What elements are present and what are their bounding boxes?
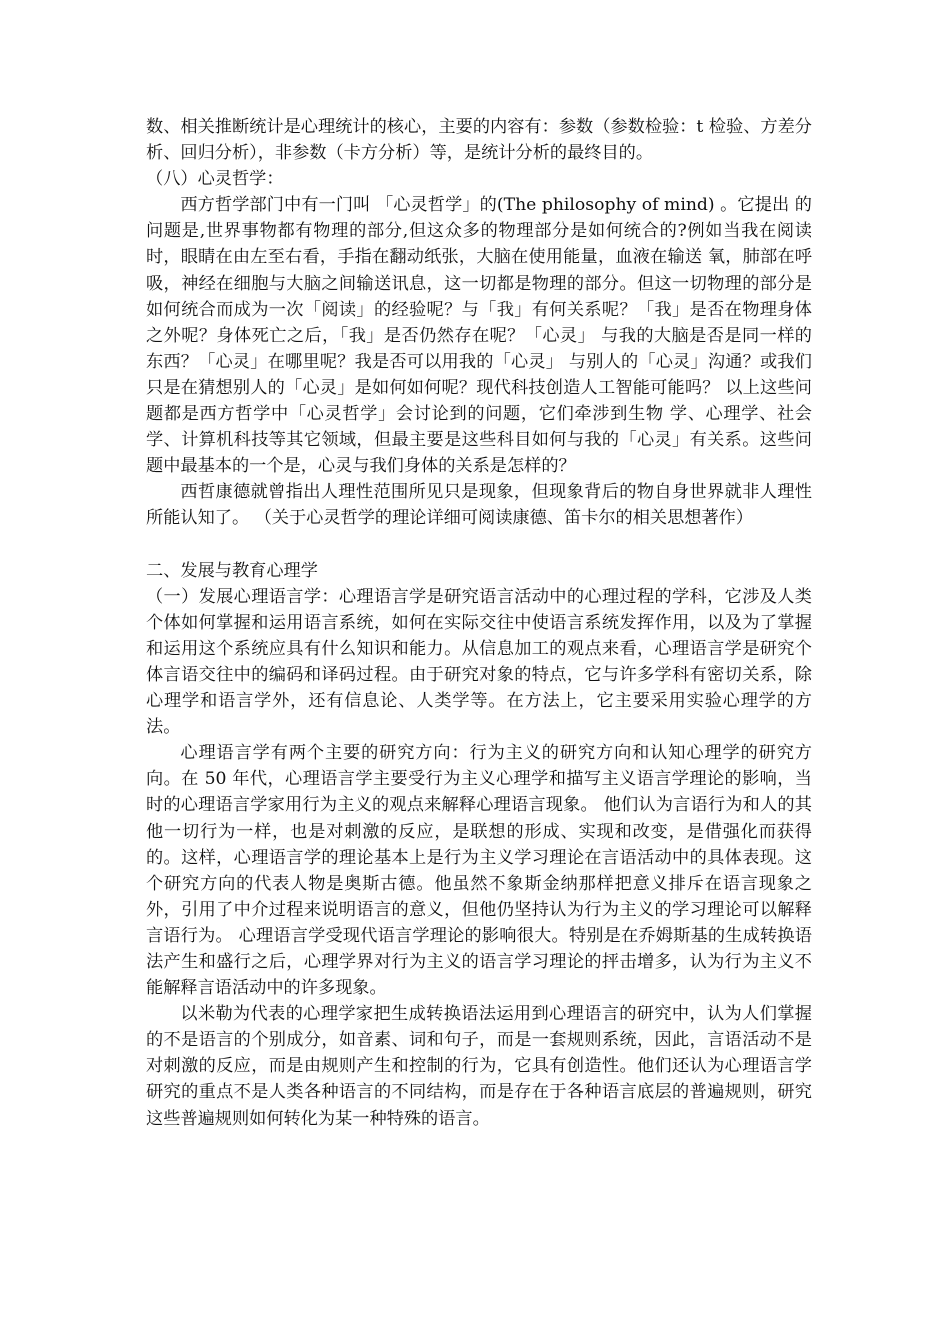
paragraph-statistics-continued: 数、相关推断统计是心理统计的核心，主要的内容有：参数（参数检验：t 检验、方差分析、回归分析），非参数（卡方分析）等，是统计分析的最终目的。 <box>146 117 812 164</box>
chapter-heading-developmental-educational-psychology: 二、发展与教育心理学 <box>146 560 318 581</box>
paragraph-philosophy-of-mind: 西方哲学部门中有一门叫 「心灵哲学」的(The philosophy of mind) 。它提出 的问题是,世界事物都有物理的部分,但这众多的物理部分是如何统合的?例如当我在阅读时，眼睛在由左至右看，手指在翻动纸张，大脑在使用能量，血液在输送 氧，肺部在呼吸，神经在细胞与大脑之间输送讯息，这一切都是物理的部分。但这一切物理的部分是如何统合而成为一次「阅读」的经验呢？与「我」有何关系呢？「我」是否在物理身体之外呢？身体死亡之后，「我」是否仍然存在呢？「心灵」 与我的大脑是否是同一样的东西？「心灵」在哪里呢？我是否可以用我的「心灵」 与别人的「心灵」沟通？或我们只是在猜想别人的「心灵」是如何如何呢？现代科技创造人工智能可能吗？ 以上这些问题都是西方哲学中「心灵哲学」会讨论到的问题，它们牵涉到生物 学、心理学、社会学、计算机科技等其它领域，但最主要是这些科目如何与我的「心灵」有关系。这些问题中最基本的一个是，心灵与我们身体的关系是怎样的？ <box>146 195 812 477</box>
paragraph-miller: 以米勒为代表的心理学家把生成转换语法运用到心理语言的研究中，认为人们掌握的不是语言的个别成分，如音素、词和句子，而是一套规则系统，因此，言语活动不是对刺激的反应，而是由规则产生和控制的行为，它具有创造性。他们还认为心理语言学研究的重点不是人类各种语言的不同结构，而是存在于各种语言底层的普遍规则，研究这些普遍规则如何转化为某一种特殊的语言。 <box>146 1004 812 1129</box>
section-heading-philosophy-of-mind: （八）心灵哲学： <box>146 169 284 190</box>
paragraph-research-directions: 心理语言学有两个主要的研究方向：行为主义的研究方向和认知心理学的研究方向。在 50 年代，心理语言学主要受行为主义心理学和描写主义语言学理论的影响，当时的心理语言学家用行为主义的观点来解释心理语言现象。 他们认为言语行为和人的其他一切行为一样，也是对刺激的反应，是联想的形成、实现和改变，是借强化而获得的。这样，心理语言学的理论基本上是行为主义学习理论在言语活动中的具体表现。这个研究方向的代表人物是奥斯古德。他虽然不象斯金纳那样把意义排斥在语言现象之外，引用了中介过程来说明语言的意义，但他仍坚持认为行为主义的学习理论可以解释言语行为。 心理语言学受现代语言学理论的影响很大。特别是在乔姆斯基的生成转换语法产生和盛行之后，心理学界对行为主义的语言学习理论的抨击增多，认为行为主义不能解释言语活动中的许多现象。 <box>146 743 812 999</box>
blank-line <box>146 532 812 558</box>
paragraph-psycholinguistics-intro: （一）发展心理语言学：心理语言学是研究语言活动中的心理过程的学科，它涉及人类个体如何掌握和运用语言系统，如何在实际交往中使语言系统发挥作用，以及为了掌握和运用这个系统应具有什么知识和能力。从信息加工的观点来看，心理语言学是研究个体言语交往中的编码和译码过程。由于研究对象的特点，它与许多学科有密切关系，除心理学和语言学外，还有信息论、人类学等。在方法上，它主要采用实验心理学的方法。 <box>146 586 812 738</box>
paragraph-kant: 西哲康德就曾指出人理性范围所见只是现象，但现象背后的物自身世界就非人理性所能认知了。 （关于心灵哲学的理论详细可阅读康德、笛卡尔的相关思想著作） <box>146 482 812 529</box>
document-page <box>146 114 812 1132</box>
